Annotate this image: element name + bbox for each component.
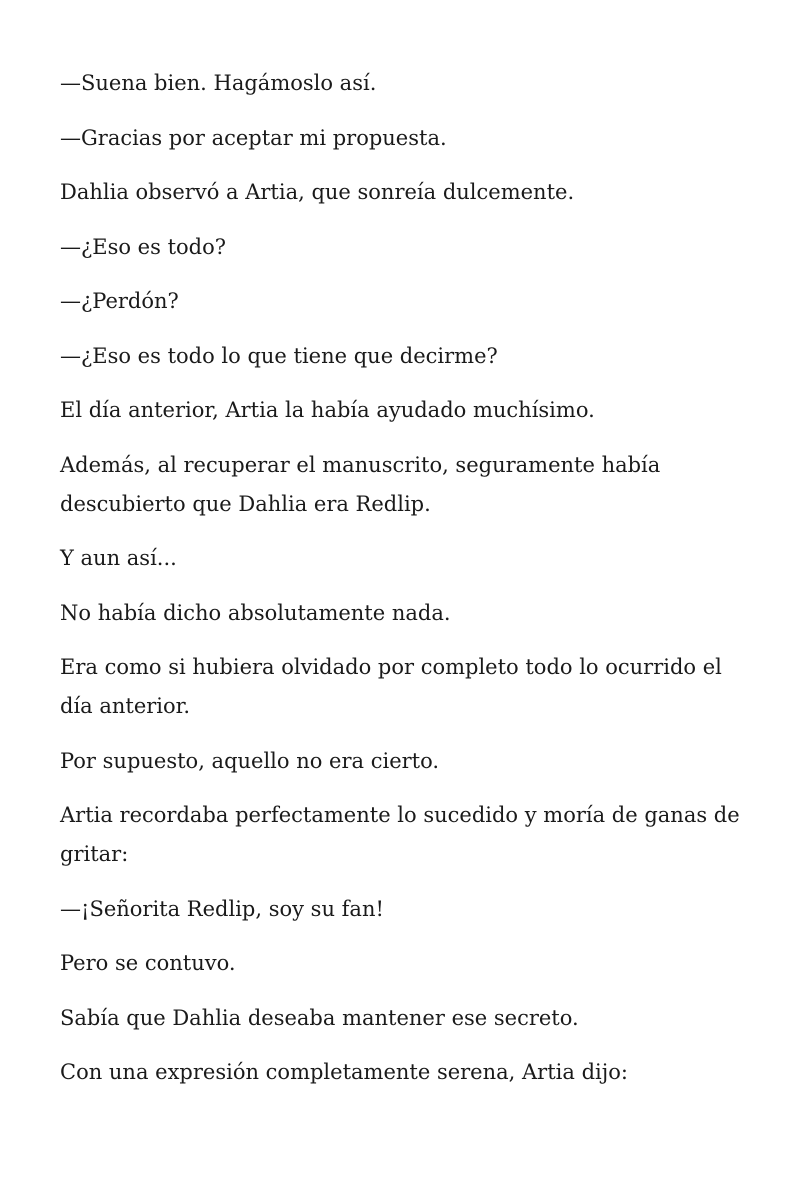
paragraph: —¿Eso es todo? xyxy=(60,234,226,259)
paragraph: —Gracias por aceptar mi propuesta. xyxy=(60,125,447,150)
paragraph: Sabía que Dahlia deseaba mantener ese secreto. xyxy=(60,1005,579,1030)
paragraph: Era como si hubiera olvidado por completo todo lo ocurrido el día anterior. xyxy=(60,655,722,718)
reading-page xyxy=(60,64,760,1108)
paragraph: —¿Perdón? xyxy=(60,289,179,313)
paragraph: El día anterior, Artia la había ayudado muchísimo. xyxy=(60,398,595,422)
paragraph: Artia recordaba perfectamente lo sucedido y moría de ganas de gritar: xyxy=(60,803,740,866)
paragraph: Y aun así... xyxy=(60,546,177,570)
paragraph: —¿Eso es todo lo que tiene que decirme? xyxy=(60,343,498,368)
paragraph: Por supuesto, aquello no era cierto. xyxy=(60,748,440,773)
paragraph: Con una expresión completamente serena, Artia dijo: xyxy=(60,1060,628,1084)
paragraph: No había dicho absolutamente nada. xyxy=(60,600,451,625)
paragraph: —¡Señorita Redlip, soy su fan! xyxy=(60,896,384,921)
paragraph: Además, al recuperar el manuscrito, seguramente había descubierto que Dahlia era Redlip. xyxy=(60,452,661,516)
paragraph: —Suena bien. Hagámoslo así. xyxy=(60,71,377,95)
paragraph: Pero se contuvo. xyxy=(60,951,236,975)
paragraph: Dahlia observó a Artia, que sonreía dulcemente. xyxy=(60,180,575,204)
